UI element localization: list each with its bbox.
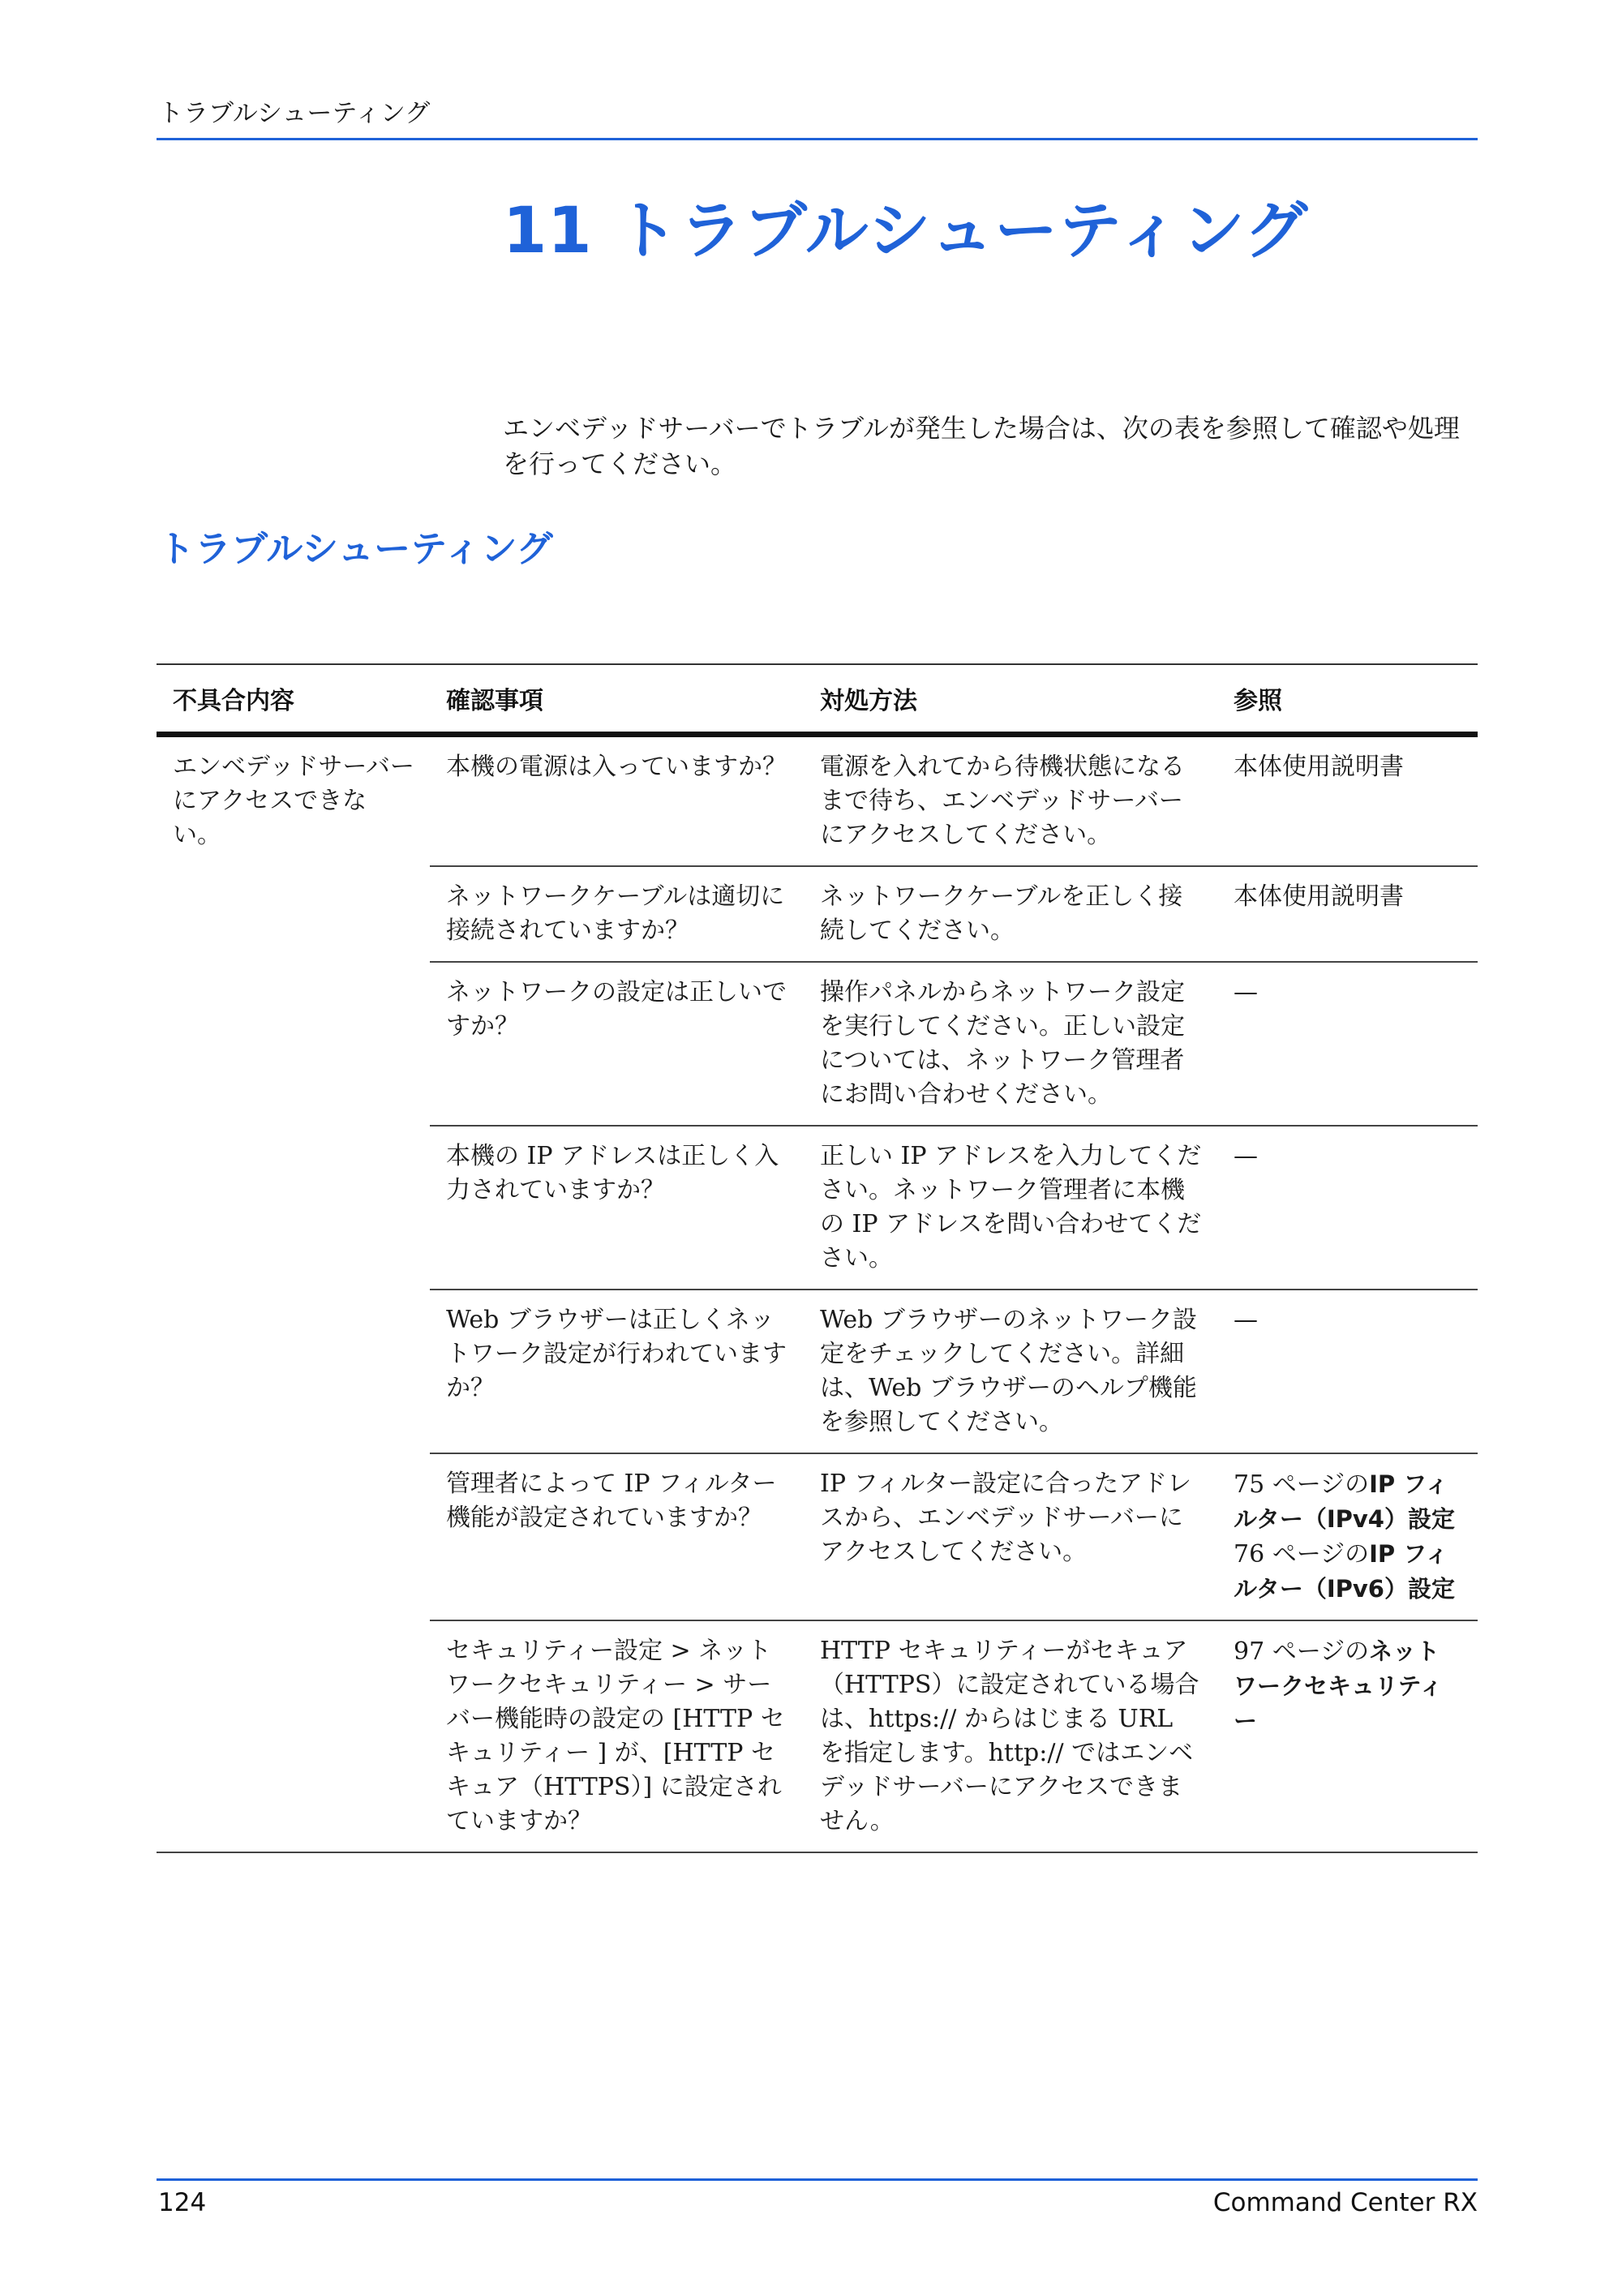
reference-page: —	[1234, 978, 1258, 1006]
check-cell: ネットワークの設定は正しいですか？	[430, 962, 804, 1126]
reference-cell	[1217, 1620, 1478, 1852]
reference-link[interactable]: IP フィルター（IPv6）設定	[1234, 1540, 1455, 1603]
action-cell: HTTP セキュリティーがセキュア（HTTPS）に設定されている場合は、https:// からはじまる URL を指定します。http:// ではエンベデッドサーバーにアクセスできません。	[804, 1620, 1217, 1852]
table-row	[157, 735, 1478, 867]
action-cell: 電源を入れてから待機状態になるまで待ち、エンベデッドサーバーにアクセスしてください。	[804, 735, 1217, 867]
table-header-row	[157, 664, 1478, 735]
reference-cell	[1217, 1290, 1478, 1453]
reference-page: 97 ページの	[1234, 1637, 1370, 1666]
check-cell: 本機の IP アドレスは正しく入力されていますか？	[430, 1126, 804, 1290]
check-cell: 本機の電源は入っていますか？	[430, 735, 804, 867]
problem-cell: エンベデッドサーバーにアクセスできない。	[157, 735, 430, 1853]
reference-link[interactable]: ネットワークセキュリティー	[1234, 1637, 1444, 1735]
section-title: トラブルシューティング	[158, 527, 553, 570]
running-header: トラブルシューティング	[158, 99, 431, 128]
reference-cell	[1217, 962, 1478, 1126]
reference-page: 75 ページの	[1234, 1470, 1370, 1499]
check-cell: セキュリティー設定 > ネットワークセキュリティー > サーバー機能時の設定の [HTTP セキュリティー ] が、[HTTP セキュア（HTTPS）] に設定されていますか？	[430, 1620, 804, 1852]
reference-page: —	[1234, 1306, 1258, 1334]
reference-entry	[1234, 1537, 1463, 1607]
reference-page: 本体使用説明書	[1234, 882, 1404, 911]
reference-cell	[1217, 735, 1478, 867]
reference-entry	[1234, 1467, 1463, 1537]
reference-cell	[1217, 1453, 1478, 1620]
header-reference: 参照	[1217, 664, 1478, 735]
chapter-title: 11 トラブルシューティング	[503, 195, 1309, 268]
footer-rule	[157, 2178, 1478, 2181]
page-number: 124	[158, 2188, 207, 2217]
troubleshooting-table	[157, 663, 1478, 1853]
table-body	[157, 735, 1478, 1853]
reference-entry	[1234, 1303, 1463, 1337]
reference-entry	[1234, 1139, 1463, 1174]
action-cell: IP フィルター設定に合ったアドレスから、エンベデッドサーバーにアクセスしてください。	[804, 1453, 1217, 1620]
header-rule	[157, 138, 1478, 140]
reference-cell	[1217, 866, 1478, 962]
check-cell: ネットワークケーブルは適切に接続されていますか？	[430, 866, 804, 962]
action-cell: Web ブラウザーのネットワーク設定をチェックしてください。詳細は、Web ブラウザーのヘルプ機能を参照してください。	[804, 1290, 1217, 1453]
check-cell: Web ブラウザーは正しくネットワーク設定が行われていますか？	[430, 1290, 804, 1453]
reference-page: —	[1234, 1142, 1258, 1170]
reference-page: 76 ページの	[1234, 1540, 1370, 1569]
action-cell: ネットワークケーブルを正しく接続してください。	[804, 866, 1217, 962]
reference-entry	[1234, 880, 1463, 914]
reference-entry	[1234, 750, 1463, 784]
footer-product-name: Command Center RX	[1212, 2188, 1478, 2217]
header-problem: 不具合内容	[157, 664, 430, 735]
check-cell: 管理者によって IP フィルター機能が設定されていますか？	[430, 1453, 804, 1620]
reference-entry	[1234, 976, 1463, 1010]
action-cell: 正しい IP アドレスを入力してください。ネットワーク管理者に本機の IP アドレスを問い合わせてください。	[804, 1126, 1217, 1290]
reference-entry	[1234, 1634, 1463, 1739]
reference-link[interactable]: IP フィルター（IPv4）設定	[1234, 1470, 1455, 1533]
intro-paragraph: エンベデッドサーバーでトラブルが発生した場合は、次の表を参照して確認や処理を行ってください。	[503, 413, 1460, 479]
header-check: 確認事項	[430, 664, 804, 735]
reference-cell	[1217, 1126, 1478, 1290]
action-cell: 操作パネルからネットワーク設定を実行してください。正しい設定については、ネットワーク管理者にお問い合わせください。	[804, 962, 1217, 1126]
header-action: 対処方法	[804, 664, 1217, 735]
reference-page: 本体使用説明書	[1234, 753, 1404, 781]
